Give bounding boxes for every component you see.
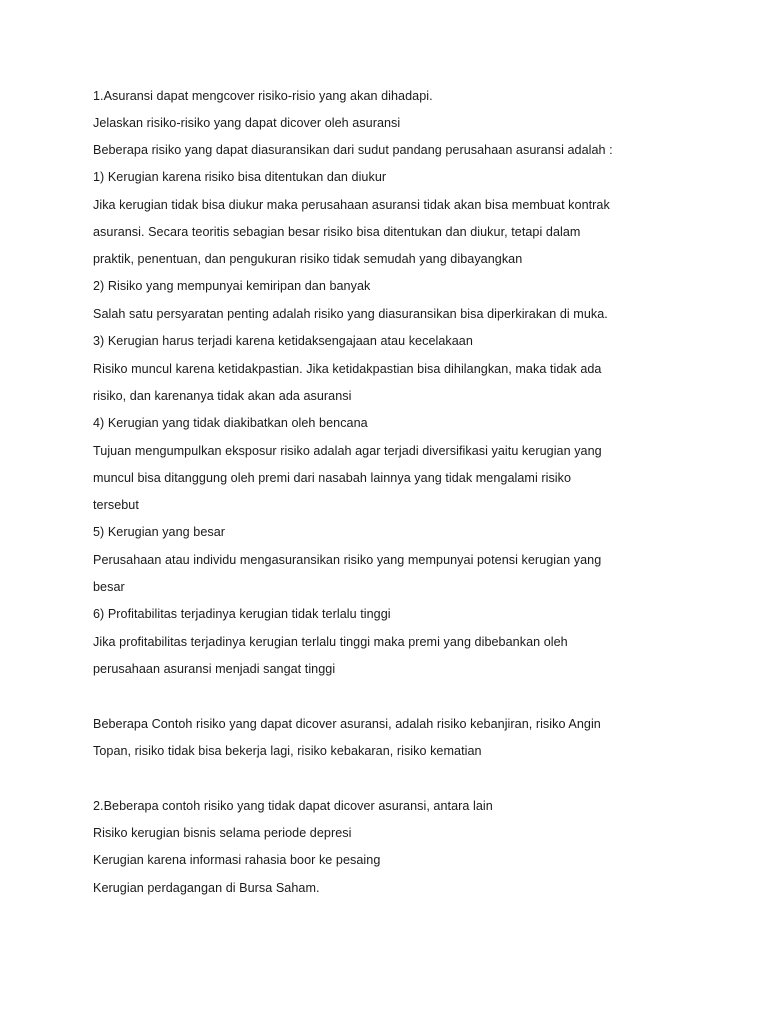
item1-text: praktik, penentuan, dan pengukuran risiko tidak semudah yang dibayangkan [93, 252, 523, 266]
item1-text: asuransi. Secara teoritis sebagian besar risiko bisa ditentukan dan diukur, tetapi dalam [93, 225, 581, 239]
item5-title: 5) Kerugian yang besar [93, 525, 226, 539]
item1-text: Jika kerugian tidak bisa diukur maka perusahaan asuransi tidak akan bisa membuat kontrak [93, 198, 610, 212]
q2-title: 2.Beberapa contoh risiko yang tidak dapat dicover asuransi, antara lain [93, 799, 493, 813]
q1-title: 1.Asuransi dapat mengcover risiko-risio yang akan dihadapi. [93, 89, 433, 103]
item6-text: perusahaan asuransi menjadi sangat tinggi [93, 662, 336, 676]
examples-text: Beberapa Contoh risiko yang dapat dicover asuransi, adalah risiko kebanjiran, risiko Angin [93, 717, 601, 731]
item5-text: Perusahaan atau individu mengasuransikan risiko yang mempunyai potensi kerugian yang [93, 553, 602, 567]
item4-text: Tujuan mengumpulkan eksposur risiko adalah agar terjadi diversifikasi yaitu kerugian yang [93, 444, 602, 458]
item6-title: 6) Profitabilitas terjadinya kerugian tidak terlalu tinggi [93, 607, 391, 621]
item4-text: tersebut [93, 498, 139, 512]
q1-prompt: Jelaskan risiko-risiko yang dapat dicover oleh asuransi [93, 116, 401, 130]
q2-item: Kerugian karena informasi rahasia boor ke pesaing [93, 853, 381, 867]
item2-text: Salah satu persyaratan penting adalah risiko yang diasuransikan bisa diperkirakan di muka. [93, 307, 608, 321]
item4-title: 4) Kerugian yang tidak diakibatkan oleh bencana [93, 416, 368, 430]
item2-title: 2) Risiko yang mempunyai kemiripan dan banyak [93, 279, 371, 293]
item1-title: 1) Kerugian karena risiko bisa ditentukan dan diukur [93, 170, 387, 184]
item3-text: Risiko muncul karena ketidakpastian. Jika ketidakpastian bisa dihilangkan, maka tidak ada [93, 362, 602, 376]
item5-text: besar [93, 580, 125, 594]
item4-text: muncul bisa ditanggung oleh premi dari nasabah lainnya yang tidak mengalami risiko [93, 471, 572, 485]
examples-text: Topan, risiko tidak bisa bekerja lagi, risiko kebakaran, risiko kematian [93, 744, 482, 758]
item3-text: risiko, dan karenanya tidak akan ada asuransi [93, 389, 352, 403]
item6-text: Jika profitabilitas terjadinya kerugian terlalu tinggi maka premi yang dibebankan oleh [93, 635, 568, 649]
q1-intro: Beberapa risiko yang dapat diasuransikan dari sudut pandang perusahaan asuransi adalah : [93, 143, 613, 157]
q2-item: Risiko kerugian bisnis selama periode depresi [93, 826, 352, 840]
item3-title: 3) Kerugian harus terjadi karena ketidaksengajaan atau kecelakaan [93, 334, 473, 348]
q2-item: Kerugian perdagangan di Bursa Saham. [93, 881, 320, 895]
